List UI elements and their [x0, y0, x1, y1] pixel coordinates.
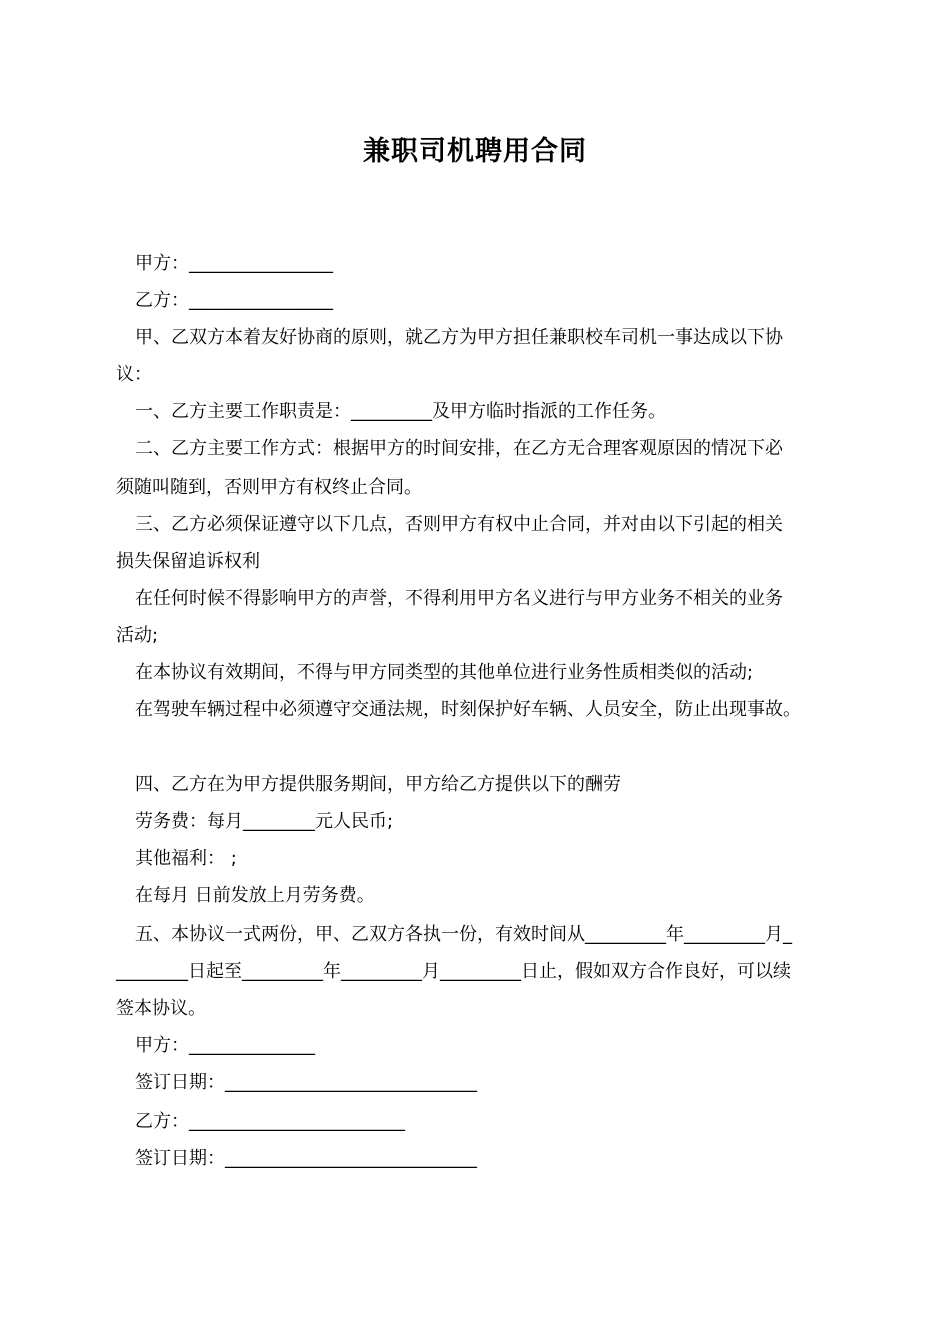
party-b-line: 乙方：________________ [135, 290, 333, 311]
clause-1: 一、乙方主要工作职责是：_________及甲方临时指派的工作任务。 [135, 401, 666, 422]
signature-party-b: 乙方：________________________ [135, 1111, 405, 1132]
clause-2-line-2: 须随叫随到，否则甲方有权终止合同。 [116, 477, 422, 498]
clause-5-line-2: ________日起至_________年_________月_________日止，假如双方合作良好，可以续 [116, 961, 791, 982]
clause-3-item-1-line-1: 在任何时候不得影响甲方的声誉，不得利用甲方名义进行与甲方业务不相关的业务 [135, 588, 783, 609]
clause-3-item-3: 在驾驶车辆过程中必须遵守交通法规，时刻保护好车辆、人员安全，防止出现事故。 [135, 699, 801, 720]
signature-party-a: 甲方：______________ [135, 1035, 315, 1056]
clause-3-item-1-line-2: 活动; [116, 625, 159, 646]
clause-3-line-1: 三、乙方必须保证遵守以下几点，否则甲方有权中止合同，并对由以下引起的相关 [135, 514, 783, 535]
preamble-line-2: 议： [116, 364, 152, 385]
party-a-line: 甲方：________________ [135, 253, 333, 274]
service-fee-line: 劳务费：每月________元人民币; [135, 811, 394, 832]
other-benefits-line: 其他福利： ; [135, 848, 237, 869]
clause-3-item-2: 在本协议有效期间，不得与甲方同类型的其他单位进行业务性质相类似的活动; [135, 662, 754, 683]
payment-date-line: 在每月 日前发放上月劳务费。 [135, 885, 375, 906]
clause-3-line-2: 损失保留追诉权利 [116, 551, 260, 572]
clause-2-line-1: 二、乙方主要工作方式：根据甲方的时间安排，在乙方无合理客观原因的情况下必 [135, 438, 783, 459]
clause-5-line-3: 签本协议。 [116, 998, 206, 1019]
clause-5-line-1: 五、本协议一式两份，甲、乙双方各执一份，有效时间从_________年_________月_ [135, 924, 792, 945]
signing-date-b: 签订日期：____________________________ [135, 1148, 477, 1169]
document-title: 兼职司机聘用合同 [363, 136, 587, 167]
signing-date-a: 签订日期：____________________________ [135, 1072, 477, 1093]
preamble-line-1: 甲、乙双方本着友好协商的原则，就乙方为甲方担任兼职校车司机一事达成以下协 [135, 327, 783, 348]
clause-4: 四、乙方在为甲方提供服务期间，甲方给乙方提供以下的酬劳 [135, 774, 621, 795]
